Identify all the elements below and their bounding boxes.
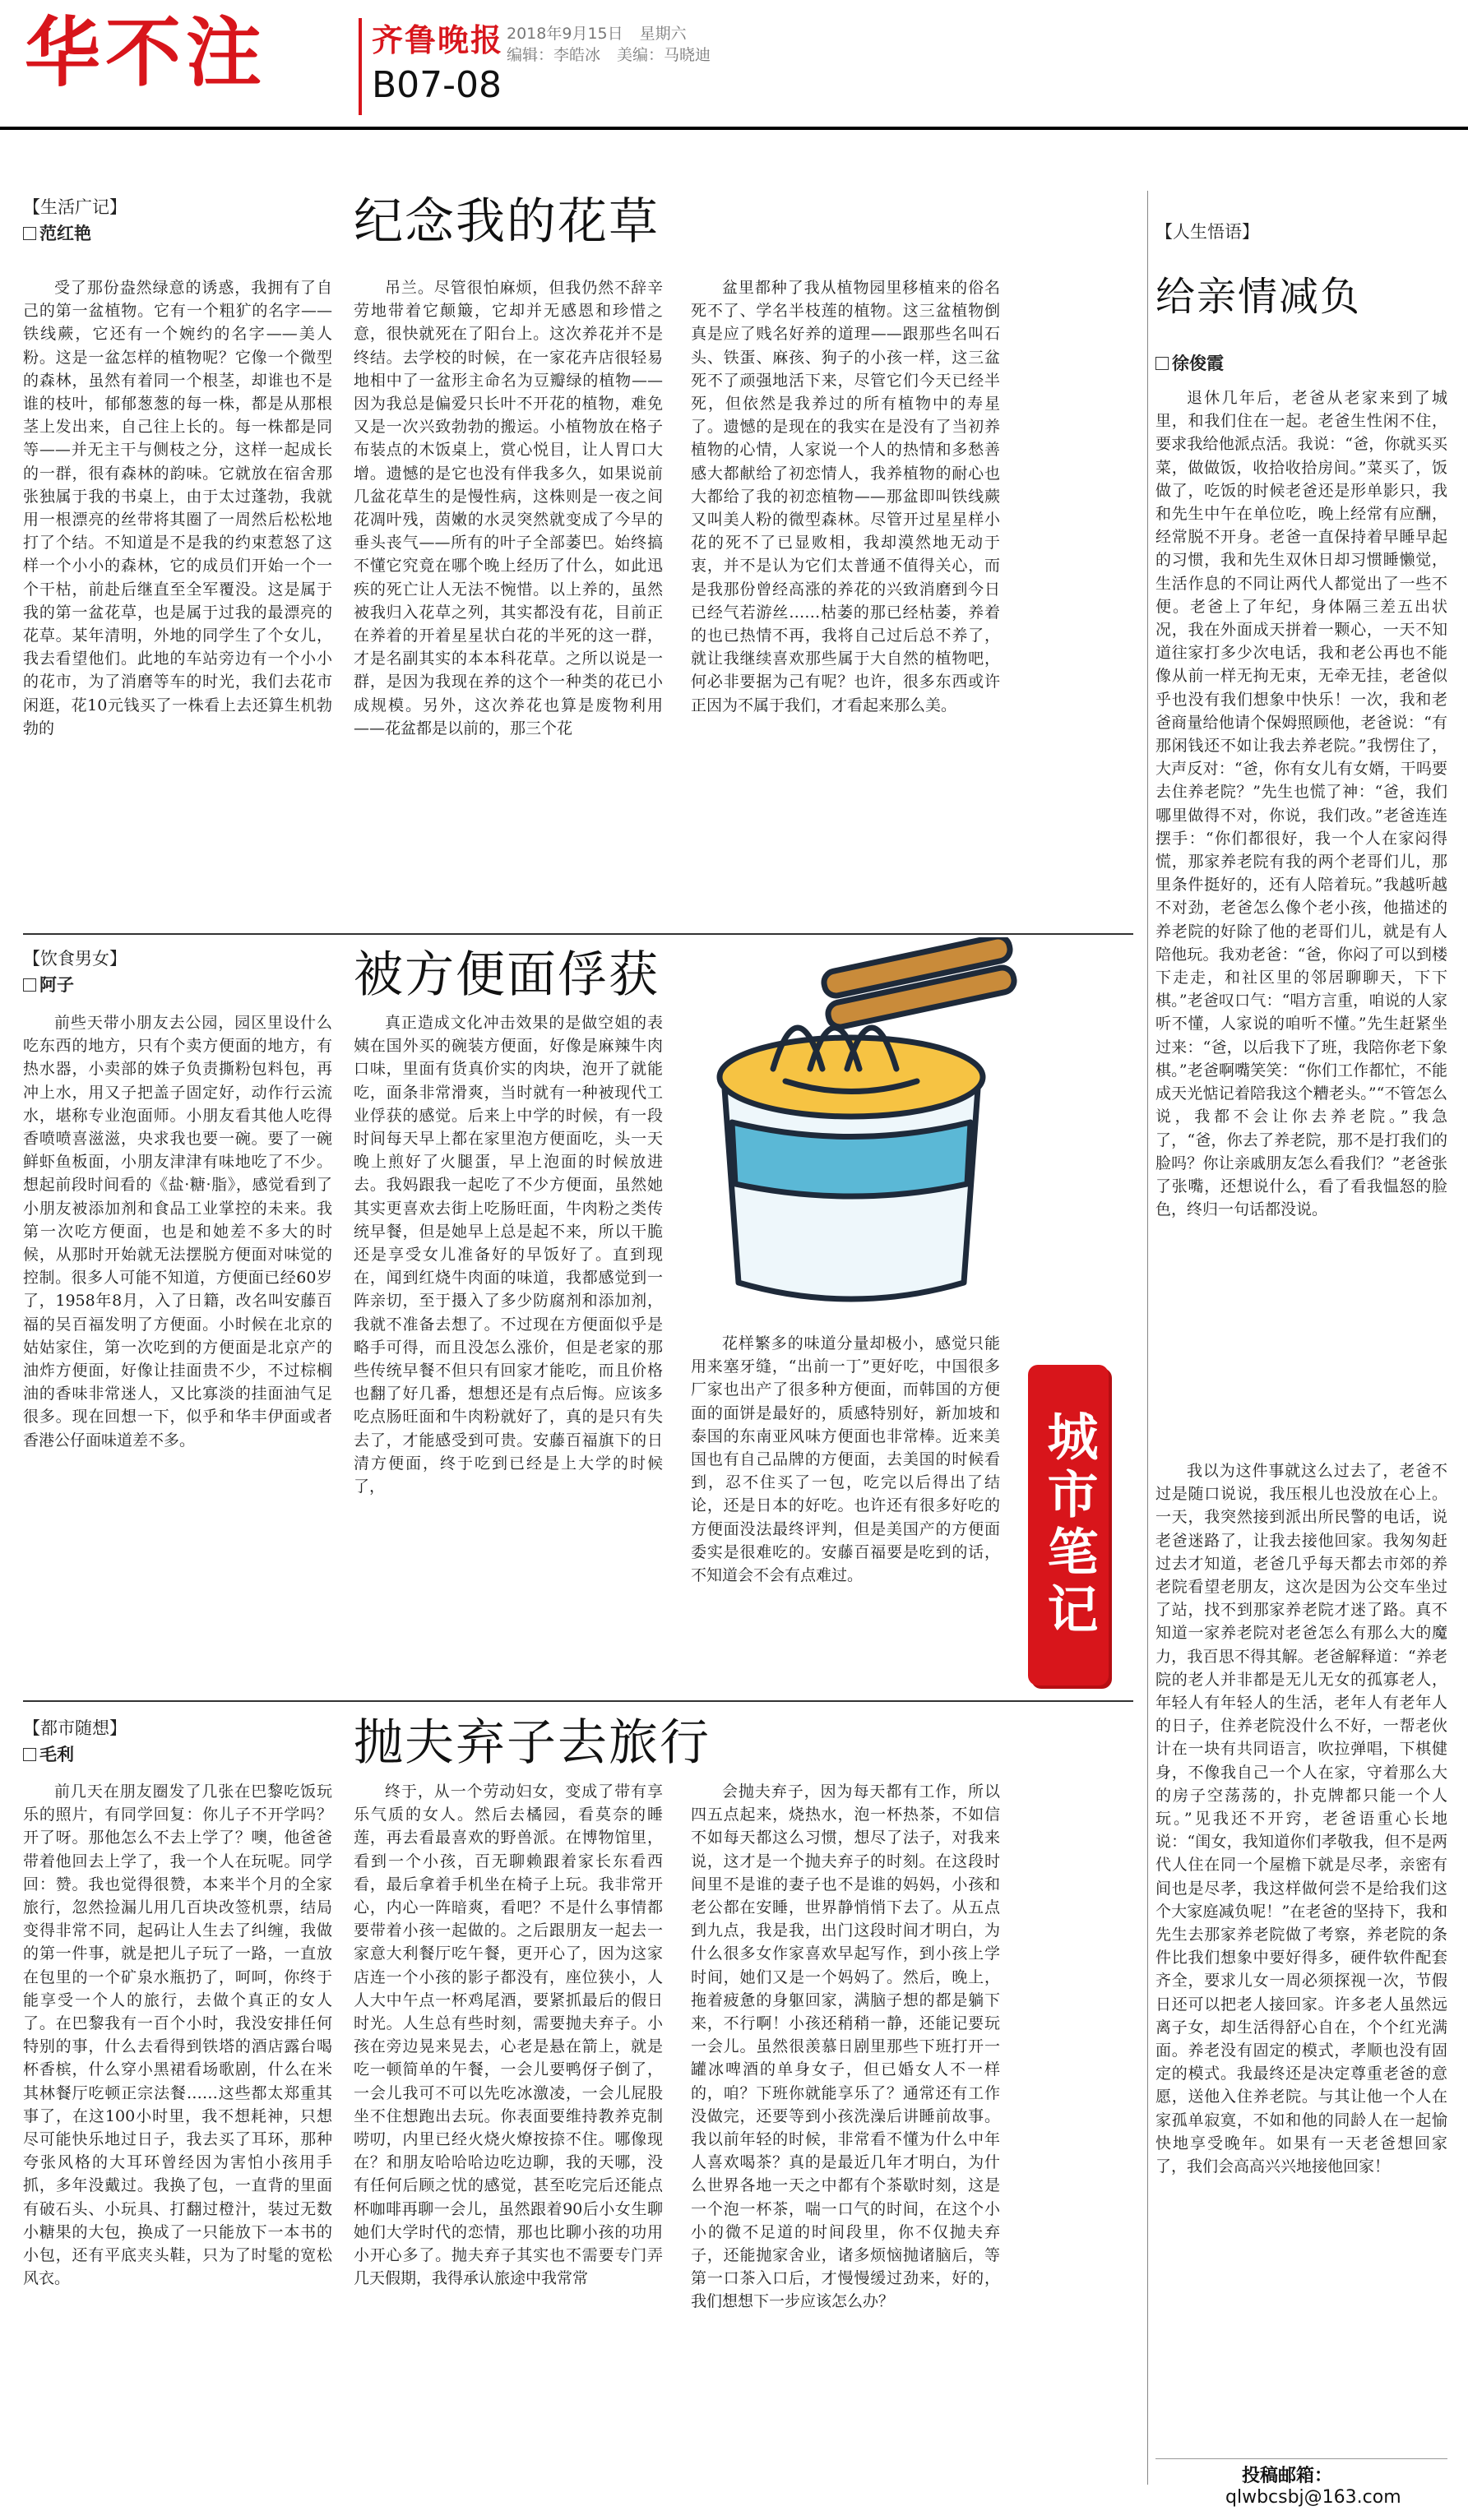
newspaper-logo: 齐鲁晚报 [372,21,504,58]
article-1-col-3: 盆里都种了我从植物园里移植来的俗名死不了、学名半枝莲的植物。这三盆植物倒真是应了贱名好养的道理——跟那些名叫石头、铁蛋、麻孩、狗子的小孩一样，这三盆死不了顽强地活下来，尽管它们今天已经半死，但依然是我养过的所有植物中的寿星了。遗憾的是现在的我实在是没有了当初养植物的心情，人家说一个人的热情和多愁善感大都献给了初恋情人，我养植物的耐心也大都给了我的初恋植物——那盆即叫铁线蕨又叫美人粉的微型森林。尽管开过星星样小花的死不了已显败相，我却漠然地无动于衷，并不是认为它们太普通不值得关心，而是我那份曾经高涨的养花的兴致消磨到今日已经气若游丝……枯萎的那已经枯萎，养着的也已热情不再，我将自己过后总不养了，就让我继续喜欢那些属于大自然的植物吧，何必非要据为己有呢？也许，很多东西或许正因为不属于我们，才看起来那么美。 [691,279,1000,714]
page-number: B07-08 [372,64,502,106]
article-2-col-1: 前些天带小朋友去公园，园区里设什么吃东西的地方，只有个卖方便面的地方，有热水器，小卖部的姝子负责撕粉包料包，再冲上水，用又子把盖子固定好，动作行云流水，堪称专业泡面师。小朋友看其他人吃得香喷喷喜滋滋，央求我也要一碗。要了一碗鲜虾鱼板面，小朋友津津有味地吃了不少。想起前段时间看的《盐·糖·脂》，感觉看到了小朋友被添加剂和食品工业掌控的未来。我第一次吃方便面，也是和她差不多大的时候，从那时开始就无法摆脱方便面对味觉的控制。很多人可能不知道，方便面已经60岁了，1958年8月，入了日籍，改名叫安藤百福的吴百福发明了方便面。小时候在北京的姑姑家住，第一次吃到的方便面是北京产的油炸方便面，好像让挂面贵不少，不过棕榈油的香味非常迷人，又比寡淡的挂面油气足很多。现在回想一下，似乎和华丰伊面或者香港公仔面味道差不多。 [23,1014,332,1450]
article-4-col-1: 退休几年后，老爸从老家来到了城里，和我们住在一起。老爸生性闲不住，要求我给他派点活。我说：“爸，你就买买菜，做做饭，收拾收拾房间。”菜买了，饭做了，吃饭的时候老爸还是形单影只，我和先生中午在单位吃，晚上经常有应酬，经常脱不开身。老爸一直保持着早睡早起的习惯，我和先生双休日却习惯睡懒觉，生活作息的不同让两代人都觉出了一些不便。老爸上了年纪，身体隔三差五出状况，我在外面成天拼着一颗心，一天不知道往家打多少次电话，我和老公再也不能像从前一样无拘无束，无牵无挂，老爸似乎也没有我们想象中快乐！一次，我和老爸商量给他请个保姆照顾他，老爸说：“有那闲钱还不如让我去养老院。”我愣住了，大声反对：“爸，你有女儿有女婿，干吗要去住养老院？”先生也慌了神：“爸，我们哪里做得不对，你说，我们改。”老爸连连摆手：“你们都很好，我一个人在家闷得慌，那家养老院有我的两个老哥们儿，那里条件挺好的，还有人陪着玩。”我越听越不对劲，老爸怎么像个老小孩，他描述的养老院的好除了他的老哥们儿，就是有人陪他玩。我劝老爸：“爸，你闷了可以到楼下走走，和社区里的邻居聊聊天，下下棋。”老爸叹口气：“唱方言重，咱说的人家听不懂，人家说的咱听不懂。”先生赶紧坐过来：“爸，以后我下了班，我陪你老下象棋。”老爸啊嘴笑笑：“你们工作都忙，不能成天光惦记着陪我这个糟老头。”“不管怎么说，我都不会让你去养老院。”我急了，“爸，你去了养老院，那不是打我们的脸吗？你让亲戚朋友怎么看我们？”老爸张了张嘴，还想说什么，看了看我愠怒的脸色，终归一句话都没说。 [1155,389,1447,1219]
noodle-cup-illustration [674,937,1028,1324]
article-2-tag: 【饮食男女】 [23,949,127,969]
article-1-col-2: 吊兰。尽管很怕麻烦，但我仍然不辞辛劳地带着它颠簸，它却并无感恩和珍惜之意，很快就死在了阳台上。这次养花并不是终结。去学校的时候，在一家花卉店很轻易地相中了一盆形主命名为豆瓣绿的植物——因为我总是偏爱只长叶不开花的植物，难免又是一次兴致勃勃的搬运。小植物放在格子布装点的木饭桌上，赏心悦目，让人胃口大增。遗憾的是它也没有伴我多久，如果说前几盆花草生的是慢性病，这株则是一夜之间花凋叶残，茵嫩的水灵突然就变成了今早的垂头丧气——所有的叶子全部萎巴。始终搞不懂它究竟在哪个晚上经历了什么，如此迅疾的死亡让人无法不惋惜。以上养的，虽然被我归入花草之列，其实都没有花，目前正在养着的开着星星状白花的半死的这一群，才是名副其实的本本科花草。之所以说是一群，是因为我现在养的这个一种类的花已小成规模。另外，这次养花也算是废物利用——花盆都是以前的，那三个花 [354,279,663,738]
article-4-title: 给亲情减负 [1155,274,1362,320]
article-1-author: 范红艳 [23,220,91,245]
article-1-tag: 【生活广记】 [23,197,127,217]
article-3-col-3: 会抛夫弃子，因为每天都有工作，所以四五点起来，烧热水，泡一杯热茶，不如信不如每天都这么习惯，想尽了法子，对我来说，这才是一个抛夫弃子的时刻。在这段时间里不是谁的妻子也不是谁的妈妈，小孩和老公都在安睡，世界静悄悄下去了。从五点到九点，我是我，出门这段时间才明白，为什么很多女作家喜欢早起写作，到小孩上学时间，她们又是一个妈妈了。然后，晚上，拖着疲惫的身躯回家，满脑子想的都是躺下来，不行啊！小孩还稍稍一静，还能记要玩一会儿。虽然很羡慕日剧里那些下班打开一罐冰啤酒的单身女子，但已婚女人不一样的，咱？下班你就能享乐了？通常还有工作没做完，还要等到小孩洗澡后讲睡前故事。我以前年轻的时候，非常看不懂为什么中年人喜欢喝茶？真的是最近几年才明白，为什么世界各地一天之中都有个茶歇时刻，这是一个泡一杯茶，喘一口气的时间，在这个小小的微不足道的时间段里，你不仅抛夫弃子，还能抛家舍业，诸多烦恼抛诸脑后，等第一口茶入口后，才慢慢缓过劲来，好的，我们想想下一步应该怎么办？ [691,1782,1000,2311]
article-3-col-2: 终于，从一个劳动妇女，变成了带有享乐气质的女人。然后去橘园，看莫奈的睡莲，再去看最喜欢的野兽派。在博物馆里，看到一个小孩，百无聊赖跟着家长东看西看，最后拿着手机坐在椅子上玩。我非常开心，内心一阵暗爽，看吧？不是什么事情都要带着小孩一起做的。之后跟朋友一起去一家意大利餐厅吃午餐，更开心了，因为这家店连一个小孩的影子都没有，座位狭小，人人大中午点一杯鸡尾酒，要紧抓最后的假日时光。人生总有些时刻，需要抛夫弃子。小孩在旁边晃来晃去，心老是悬在箭上，就是吃一顿简单的午餐，一会儿要鸭伢子倒了，一会儿我可不可以先吃冰激凌，一会儿屁股坐不住想跑出去玩。你表面要维持教养克制唠叨，内里已经火烧火燎按捺不住。哪像现在？和朋友哈哈哈边吃边聊，我的天哪，没有任何后顾之忧的感觉，甚至吃完后还能点杯咖啡再聊一会儿，虽然跟着90后小女生聊她们大学时代的恋情，那也比聊小孩的功用小开心多了。抛夫弃子其实也不需要专门弄几天假期，我得承认旅途中我常常 [354,1782,663,2288]
article-3-col-1: 前几天在朋友圈发了几张在巴黎吃饭玩乐的照片，有同学回复：你儿子不开学吗？开了呀。那他怎么不去上学了？噢，他爸爸带着他回去上学了，我一个人在玩呢。同学回：赞。我也觉得很赞，本来半个月的全家旅行，忽然捡漏儿用几百块改签机票，结局变得非常不同，起码让人生去了纠缠，我做的第一件事，就是把儿子玩了一路，一直放在包里的一个矿泉水瓶扔了，呵呵，你终于能享受一个人的旅行，去做个真正的女人了。在巴黎我有一百个小时，我没安排任何特别的事，什么去看得到铁塔的酒店露台喝杯香槟，什么穿小黑裙看场歌剧，什么在米其林餐厅吃顿正宗法餐……这些都太郑重其事了，在这100小时里，我不想耗神，只想尽可能快乐地过日子，我去买了耳环，那种夸张风格的大耳环曾经因为害怕小孩用手抓，多年没戴过。我换了包，一直背的里面有破石头、小玩具、打翻过橙汁，装过无数小糖果的大包，换成了一只能放下一本书的小包，还有平底夹头鞋，只为了时髦的宽松风衣。 [23,1782,332,2288]
column-seal-stamp: 城市笔记 [1028,1365,1109,1685]
article-2-col-3: 花样繁多的味道分量却极小，感觉只能用来塞牙缝，“出前一丁”更好吃，中国很多厂家也出产了很多种方便面，而韩国的方便面的面饼是最好的，质感特别好，新加坡和泰国的东南亚风味方便面也非常棒。近来美国也有自己品牌的方便面，去美国的时候看到，忍不住买了一包，吃完以后得出了结论，还是日本的好吃。也许还有很多好吃的方便面没法最终评判，但是美国产的方便面委实是很难吃的。安藤百福要是吃到的话，不知道会不会有点难过。 [691,1334,1000,1585]
article-3-title: 抛夫弃子去旅行 [354,1714,711,1772]
article-2-author: 阿子 [23,972,74,996]
article-2-title: 被方便面俘获 [354,946,660,1004]
article-3-tag: 【都市随想】 [23,1718,127,1738]
column-divider [1147,191,1148,2485]
issue-date: 2018年9月15日 星期六 [507,25,687,43]
section-rule-1 [23,933,1133,935]
submission-label: 投稿邮箱： [1242,2466,1333,2486]
article-4-author: 徐俊霞 [1155,350,1224,375]
article-2-col-2: 真正造成文化冲击效果的是做空姐的表姨在国外买的碗装方便面，好像是麻辣牛肉口味，里面有货真价实的肉块，泡开了就能吃，面条非常滑爽，当时就有一种被现代工业俘获的感觉。后来上中学的时候，有一段时间每天早上都在家里泡方便面吃，头一天晚上煎好了火腿蛋，早上泡面的时候放进去。我妈跟我一起吃了不少方便面，虽然她其实更喜欢去街上吃肠旺面，牛肉粉之类传统早餐，但是她早上总是起不来，所以干脆还是享受女儿准备好的早饭好了。直到现在，闻到红烧牛肉面的味道，我都感觉到一阵亲切，至于摄入了多少防腐剂和添加剂，我就不准备去想了。不过现在方便面似乎是略手可得，而且没怎么涨价，但是老家的那些传统早餐不但只有回家才能吃，而且价格也翻了好几番，想想还是有点后悔。应该多吃点肠旺面和牛肉粉就好了，真的是只有失去了，才能感受到可贵。安藤百福旗下的日清方便面，终于吃到已经是上大学的时候了， [354,1014,663,1496]
section-title: 华不注 [25,9,267,97]
masthead-rule [0,127,1468,130]
article-1-title: 纪念我的花草 [354,193,660,251]
article-4-col-2: 我以为这件事就这么过去了，老爸不过是随口说说，我压根儿也没放在心上。一天，我突然接到派出所民警的电话，说老爸迷路了，让我去接他回家。我匆匆赶过去才知道，老爸几乎每天都去市郊的养老院看望老朋友，这次是因为公交车坐过了站，找不到那家养老院才迷了路。真不知道一家养老院对老爸怎么有那么大的魔力，我百思不得其解。老爸解释道：“养老院的老人并非都是无儿无女的孤寡老人，年轻人有年轻人的生活，老年人有老年人的日子，住养老院没什么不好，一帮老伙计在一块有共同语言，吹拉弹唱，下棋健身，不像我自己一个人在家，守着那么大的房子空荡荡的，扑克牌都只能一个人玩。”见我还不开窍，老爸语重心长地说：“闺女，我知道你们孝敬我，但不是两代人住在同一个屋檐下就是尽孝，亲密有间也是尽孝，我这样做何尝不是给我们这个大家庭减负呢！”在老爸的坚持下，我和先生去那家养老院做了考察，养老院的条件比我们想象中要好得多，硬件软件配套齐全，要求儿女一周必须探视一次，节假日还可以把老人接回家。许多老人虽然远离子女，却生活得舒心自在，个个红光满面。养老没有固定的模式，孝顺也没有固定的模式。我最终还是决定尊重老爸的意愿，送他入住养老院。与其让他一个人在家孤单寂寞，不如和他的同龄人在一起愉快地享受晚年。如果有一天老爸想回家了，我们会高高兴兴地接他回家！ [1155,1462,1447,2176]
masthead-divider [359,18,362,115]
editors-credit: 编辑：李皓冰 美编：马晓迪 [507,46,711,64]
article-4-tag: 【人生悟语】 [1155,222,1259,242]
submission-email-link[interactable]: qlwbcsbj@163.com [1225,2487,1401,2508]
section-rule-2 [23,1700,1133,1702]
article-3-author: 毛利 [23,1741,74,1766]
article-1-col-1: 受了那份盎然绿意的诱惑，我拥有了自己的第一盆植物。它有一个粗犷的名字——铁线蕨，它还有一个婉约的名字——美人粉。这是一盆怎样的植物呢？它像一个微型的森林，虽然有着同一个根茎，却谁也不是谁的枝叶，郁郁葱葱的每一株，都是从那根茎上发出来，自己往上长的。每一株都是同等——并无主干与侧枝之分，这样一起成长的一群，很有森林的韵味。它就放在宿舍那张独属于我的书桌上，由于太过蓬勃，我就用一根漂亮的丝带将其圈了一周然后松松地打了个结。不知道是不是我的约束惹怒了这样一个小小的森林，它的成员们开始一个一个干枯，前赴后继直至全军覆没。这是属于我的第一盆花草，也是属于过我的最漂亮的花草。某年清明，外地的同学生了个女儿，我去看望他们。此地的车站旁边有一个小小的花市，为了消磨等车的时光，我们去花市闲逛，花10元钱买了一株看上去还算生机勃勃的 [23,279,332,738]
